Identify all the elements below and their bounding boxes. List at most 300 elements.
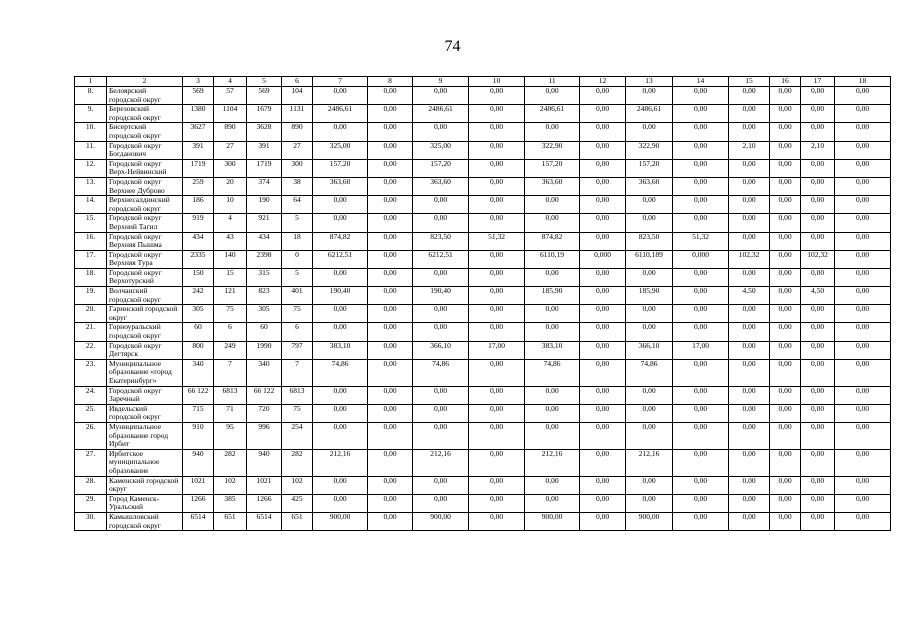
table-cell: 0,00 (368, 476, 413, 494)
table-cell: 0,00 (368, 341, 413, 359)
table-cell: 0,00 (729, 323, 770, 341)
table-cell: 0,00 (770, 359, 801, 386)
table-cell: 0,000 (580, 250, 626, 268)
table-cell: 434 (183, 232, 214, 250)
table-cell: 0,00 (770, 159, 801, 177)
table-cell: 0,00 (673, 141, 729, 159)
table-cell: 401 (282, 287, 313, 305)
table-cell: 6110,189 (626, 250, 673, 268)
municipality-name: Городской округ Верхняя Пышма (107, 232, 183, 250)
table-cell: 6212,51 (313, 250, 368, 268)
municipality-name: Городской округ Верхотурский (107, 268, 183, 286)
municipality-name: Березовский городской округ (107, 105, 183, 123)
table-cell: 0,00 (835, 386, 891, 404)
table-cell: 75 (282, 404, 313, 422)
table-cell: 890 (282, 123, 313, 141)
row-number: 28. (75, 476, 107, 494)
table-cell: 0,00 (469, 250, 525, 268)
table-cell: 0,00 (580, 386, 626, 404)
table-cell: 322,90 (525, 141, 580, 159)
page-number: 74 (444, 38, 461, 55)
table-cell: 0,00 (413, 323, 469, 341)
table-cell: 0,00 (729, 386, 770, 404)
table-cell: 0,00 (469, 422, 525, 449)
table-cell: 0,00 (835, 105, 891, 123)
table-cell: 0,00 (413, 268, 469, 286)
table-cell: 0,00 (770, 105, 801, 123)
column-header: 14 (673, 77, 729, 87)
table-cell: 74,86 (626, 359, 673, 386)
table-cell: 0,00 (580, 404, 626, 422)
table-cell: 0,00 (729, 123, 770, 141)
table-cell: 305 (183, 305, 214, 323)
table-cell: 0,00 (835, 214, 891, 232)
table-cell: 3628 (247, 123, 282, 141)
column-header: 8 (368, 77, 413, 87)
table-cell: 212,16 (626, 449, 673, 476)
table-cell: 0,00 (801, 214, 835, 232)
table-cell: 102 (282, 476, 313, 494)
municipality-name: Гаринский городской округ (107, 305, 183, 323)
table-cell: 0,00 (525, 494, 580, 512)
table-cell: 0,00 (801, 196, 835, 214)
table-cell: 0,00 (469, 105, 525, 123)
table-cell: 0,00 (626, 123, 673, 141)
table-cell: 0,00 (368, 123, 413, 141)
column-header: 3 (183, 77, 214, 87)
municipality-name: Горноуральский городской округ (107, 323, 183, 341)
table-cell: 0,00 (835, 323, 891, 341)
table-cell: 0,00 (801, 177, 835, 195)
table-cell: 0,00 (673, 87, 729, 105)
table-row (75, 268, 891, 286)
table-cell: 4 (214, 214, 247, 232)
table-row (75, 359, 891, 386)
row-number: 17. (75, 250, 107, 268)
table-cell: 10 (214, 196, 247, 214)
table-cell: 0,00 (413, 404, 469, 422)
table-row (75, 449, 891, 476)
table-cell: 363,60 (626, 177, 673, 195)
table-cell: 800 (183, 341, 214, 359)
table-cell: 569 (183, 87, 214, 105)
table-header (75, 77, 891, 87)
table-cell: 18 (282, 232, 313, 250)
table-cell: 0,00 (525, 214, 580, 232)
table-cell: 0,00 (368, 105, 413, 123)
table-cell: 1021 (183, 476, 214, 494)
table-cell: 874,82 (313, 232, 368, 250)
table-cell: 910 (183, 422, 214, 449)
table-cell: 102,32 (801, 250, 835, 268)
table-cell: 0,00 (580, 476, 626, 494)
table-cell: 0,00 (770, 476, 801, 494)
table-cell: 322,90 (626, 141, 673, 159)
table-cell: 74,86 (313, 359, 368, 386)
table-cell: 0,00 (313, 422, 368, 449)
table-cell: 0,00 (835, 87, 891, 105)
table-cell: 0,00 (469, 323, 525, 341)
table-row (75, 123, 891, 141)
table-cell: 0,00 (673, 305, 729, 323)
table-cell: 0,00 (729, 494, 770, 512)
table-cell: 0,00 (626, 422, 673, 449)
table-cell: 4,50 (729, 287, 770, 305)
table-cell: 0,00 (525, 404, 580, 422)
table-cell: 1990 (247, 341, 282, 359)
table-row (75, 87, 891, 105)
table-cell: 940 (247, 449, 282, 476)
table-cell: 254 (282, 422, 313, 449)
table-row (75, 404, 891, 422)
table-row (75, 141, 891, 159)
table-cell: 0,00 (313, 305, 368, 323)
row-number: 26. (75, 422, 107, 449)
table-cell: 0,00 (835, 232, 891, 250)
table-cell: 0,00 (580, 305, 626, 323)
table-cell: 0,00 (626, 476, 673, 494)
table-cell: 0,00 (626, 323, 673, 341)
table-cell: 0,00 (580, 287, 626, 305)
table-cell: 60 (183, 323, 214, 341)
table-cell: 2486,61 (413, 105, 469, 123)
table-cell: 919 (183, 214, 214, 232)
table-cell: 0,00 (368, 177, 413, 195)
table-cell: 0,00 (835, 177, 891, 195)
table-cell: 0,00 (413, 476, 469, 494)
table-cell: 185,90 (626, 287, 673, 305)
table-cell: 102 (214, 476, 247, 494)
table-cell: 0,00 (770, 123, 801, 141)
table-cell: 190,40 (413, 287, 469, 305)
table-cell: 385 (214, 494, 247, 512)
municipality-name: Камышловский городской округ (107, 512, 183, 530)
table-cell: 0,00 (801, 105, 835, 123)
table-cell: 720 (247, 404, 282, 422)
table-cell: 1719 (183, 159, 214, 177)
table-cell: 0,00 (673, 422, 729, 449)
table-cell: 71 (214, 404, 247, 422)
table-cell: 0,00 (413, 494, 469, 512)
column-header: 1 (75, 77, 107, 87)
table-cell: 0,00 (673, 359, 729, 386)
table-cell: 0,00 (413, 214, 469, 232)
table-row (75, 287, 891, 305)
table-cell: 0,00 (368, 232, 413, 250)
table-cell: 1380 (183, 105, 214, 123)
table-cell: 242 (183, 287, 214, 305)
table-cell: 0,00 (469, 476, 525, 494)
row-number: 24. (75, 386, 107, 404)
table-cell: 0,00 (729, 159, 770, 177)
table-cell: 150 (183, 268, 214, 286)
table-cell: 4,50 (801, 287, 835, 305)
table-cell: 27 (214, 141, 247, 159)
table-cell: 0,00 (469, 214, 525, 232)
table-cell: 0,00 (626, 214, 673, 232)
table-cell: 0 (282, 250, 313, 268)
table-cell: 0,00 (313, 268, 368, 286)
table-cell: 0,000 (673, 250, 729, 268)
table-cell: 0,00 (673, 476, 729, 494)
table-cell: 0,00 (770, 287, 801, 305)
table-cell: 0,00 (313, 494, 368, 512)
table-cell: 0,00 (413, 123, 469, 141)
table-cell: 0,00 (835, 287, 891, 305)
table-row (75, 386, 891, 404)
municipality-name: Бисертский городской округ (107, 123, 183, 141)
municipality-name: Муниципальное образование город Ирбит (107, 422, 183, 449)
table-cell: 20 (214, 177, 247, 195)
table-cell: 0,00 (580, 359, 626, 386)
table-cell: 900,00 (626, 512, 673, 530)
table-cell: 434 (247, 232, 282, 250)
table-row (75, 105, 891, 123)
column-header: 17 (801, 77, 835, 87)
table-cell: 0,00 (580, 323, 626, 341)
table-cell: 325,00 (313, 141, 368, 159)
table-cell: 0,00 (580, 512, 626, 530)
table-cell: 363,60 (413, 177, 469, 195)
table-cell: 43 (214, 232, 247, 250)
table-cell: 0,00 (469, 141, 525, 159)
table-cell: 212,16 (525, 449, 580, 476)
table-cell: 0,00 (626, 196, 673, 214)
table-cell: 0,00 (801, 494, 835, 512)
table-cell: 0,00 (801, 449, 835, 476)
table-cell: 2398 (247, 250, 282, 268)
table-cell: 0,00 (835, 123, 891, 141)
table-row (75, 177, 891, 195)
table-cell: 0,00 (413, 422, 469, 449)
table-row (75, 232, 891, 250)
table-cell: 2486,61 (626, 105, 673, 123)
column-header: 7 (313, 77, 368, 87)
municipality-name: Муниципальное образование «город Екатеринбург» (107, 359, 183, 386)
table-cell: 212,16 (313, 449, 368, 476)
table-cell: 0,00 (525, 268, 580, 286)
table-cell: 0,00 (801, 305, 835, 323)
table-cell: 1679 (247, 105, 282, 123)
table-row (75, 476, 891, 494)
table-cell: 0,00 (673, 449, 729, 476)
table-cell: 0,00 (673, 196, 729, 214)
data-table (74, 76, 891, 531)
table-cell: 0,00 (469, 87, 525, 105)
table-cell: 6110,19 (525, 250, 580, 268)
table-cell: 57 (214, 87, 247, 105)
table-cell: 0,00 (580, 105, 626, 123)
table-cell: 383,10 (525, 341, 580, 359)
table-cell: 0,00 (626, 268, 673, 286)
column-header: 2 (107, 77, 183, 87)
table-cell: 27 (282, 141, 313, 159)
table-cell: 0,00 (626, 494, 673, 512)
table-cell: 0,00 (801, 87, 835, 105)
table-cell: 0,00 (469, 123, 525, 141)
table-cell: 0,00 (729, 196, 770, 214)
table-cell: 0,00 (770, 341, 801, 359)
table-cell: 0,00 (770, 404, 801, 422)
table-cell: 0,00 (729, 268, 770, 286)
table-cell: 0,00 (525, 422, 580, 449)
table-cell: 890 (214, 123, 247, 141)
table-cell: 340 (247, 359, 282, 386)
table-cell: 6 (282, 323, 313, 341)
table-cell: 921 (247, 214, 282, 232)
row-number: 10. (75, 123, 107, 141)
table-cell: 282 (282, 449, 313, 476)
table-cell: 0,00 (835, 250, 891, 268)
table-cell: 0,00 (469, 512, 525, 530)
table-cell: 366,10 (626, 341, 673, 359)
table-cell: 425 (282, 494, 313, 512)
table-cell: 0,00 (729, 449, 770, 476)
row-number: 18. (75, 268, 107, 286)
table-cell: 0,00 (835, 305, 891, 323)
table-cell: 0,00 (770, 422, 801, 449)
table-cell: 0,00 (673, 512, 729, 530)
table-cell: 0,00 (469, 287, 525, 305)
table-cell: 0,00 (801, 232, 835, 250)
column-header: 13 (626, 77, 673, 87)
table-cell: 0,00 (368, 512, 413, 530)
table-cell: 0,00 (580, 87, 626, 105)
table-cell: 0,00 (469, 159, 525, 177)
table-cell: 17,00 (673, 341, 729, 359)
table-cell: 0,00 (469, 305, 525, 323)
table-cell: 74,86 (525, 359, 580, 386)
table-cell: 6 (214, 323, 247, 341)
table-cell: 0,00 (525, 305, 580, 323)
table-cell: 0,00 (313, 87, 368, 105)
table-cell: 0,00 (673, 323, 729, 341)
table-cell: 66 122 (183, 386, 214, 404)
table-cell: 0,00 (801, 476, 835, 494)
row-number: 22. (75, 341, 107, 359)
table-cell: 374 (247, 177, 282, 195)
table-cell: 0,00 (368, 268, 413, 286)
table-cell: 0,00 (580, 214, 626, 232)
table-cell: 102,32 (729, 250, 770, 268)
table-cell: 0,00 (729, 305, 770, 323)
table-cell: 1719 (247, 159, 282, 177)
row-number: 21. (75, 323, 107, 341)
municipality-name: Городской округ Верхняя Тура (107, 250, 183, 268)
table-cell: 51,32 (469, 232, 525, 250)
table-cell: 0,00 (368, 287, 413, 305)
table-cell: 0,00 (835, 494, 891, 512)
table-cell: 0,00 (729, 177, 770, 195)
row-number: 19. (75, 287, 107, 305)
table-cell: 1021 (247, 476, 282, 494)
table-cell: 17,00 (469, 341, 525, 359)
table-cell: 300 (214, 159, 247, 177)
column-header: 18 (835, 77, 891, 87)
row-number: 20. (75, 305, 107, 323)
table-cell: 0,00 (729, 512, 770, 530)
table-cell: 0,00 (835, 159, 891, 177)
table-cell: 0,00 (673, 214, 729, 232)
municipality-name: Ирбитское муниципальное образование (107, 449, 183, 476)
table-cell: 900,00 (313, 512, 368, 530)
table-cell: 874,82 (525, 232, 580, 250)
table-cell: 0,00 (469, 177, 525, 195)
table-cell: 0,00 (313, 214, 368, 232)
municipality-name: Волчанский городской округ (107, 287, 183, 305)
table-cell: 0,00 (525, 196, 580, 214)
row-number: 25. (75, 404, 107, 422)
row-number: 13. (75, 177, 107, 195)
table-cell: 0,00 (673, 287, 729, 305)
table-cell: 157,20 (626, 159, 673, 177)
table-cell: 2335 (183, 250, 214, 268)
table-cell: 0,00 (413, 87, 469, 105)
table-cell: 0,00 (469, 404, 525, 422)
table-cell: 900,00 (413, 512, 469, 530)
table-cell: 0,00 (313, 404, 368, 422)
table-row (75, 196, 891, 214)
table-cell: 0,00 (673, 386, 729, 404)
column-header: 10 (469, 77, 525, 87)
table-cell: 74,86 (413, 359, 469, 386)
row-number: 16. (75, 232, 107, 250)
table-cell: 391 (247, 141, 282, 159)
table-cell: 3627 (183, 123, 214, 141)
table-cell: 1131 (282, 105, 313, 123)
table-cell: 0,00 (673, 123, 729, 141)
table-cell: 1104 (214, 105, 247, 123)
table-cell: 391 (183, 141, 214, 159)
table-cell: 0,00 (368, 359, 413, 386)
table-cell: 0,00 (729, 105, 770, 123)
table-cell: 0,00 (580, 494, 626, 512)
table-cell: 0,00 (729, 359, 770, 386)
table-cell: 0,00 (469, 359, 525, 386)
table-cell: 823,50 (626, 232, 673, 250)
table-row (75, 341, 891, 359)
column-header: 5 (247, 77, 282, 87)
column-header: 15 (729, 77, 770, 87)
municipality-name: Город Каменск-Уральский (107, 494, 183, 512)
row-number: 14. (75, 196, 107, 214)
table-cell: 0,00 (580, 449, 626, 476)
table-cell: 0,00 (673, 404, 729, 422)
row-number: 15. (75, 214, 107, 232)
column-header: 4 (214, 77, 247, 87)
table-cell: 1266 (183, 494, 214, 512)
table-row (75, 250, 891, 268)
table-cell: 940 (183, 449, 214, 476)
table-cell: 305 (247, 305, 282, 323)
table-row (75, 512, 891, 530)
table-cell: 0,00 (469, 494, 525, 512)
table-cell: 2486,61 (525, 105, 580, 123)
table-cell: 0,00 (729, 232, 770, 250)
table-cell: 0,00 (413, 196, 469, 214)
table-cell: 0,00 (673, 177, 729, 195)
table-cell: 0,00 (368, 422, 413, 449)
table-cell: 0,00 (801, 422, 835, 449)
table-cell: 0,00 (580, 123, 626, 141)
table-cell: 5 (282, 268, 313, 286)
table-cell: 0,00 (469, 268, 525, 286)
table-cell: 5 (282, 214, 313, 232)
table-cell: 0,00 (801, 323, 835, 341)
table-cell: 259 (183, 177, 214, 195)
table-row (75, 305, 891, 323)
table-cell: 186 (183, 196, 214, 214)
